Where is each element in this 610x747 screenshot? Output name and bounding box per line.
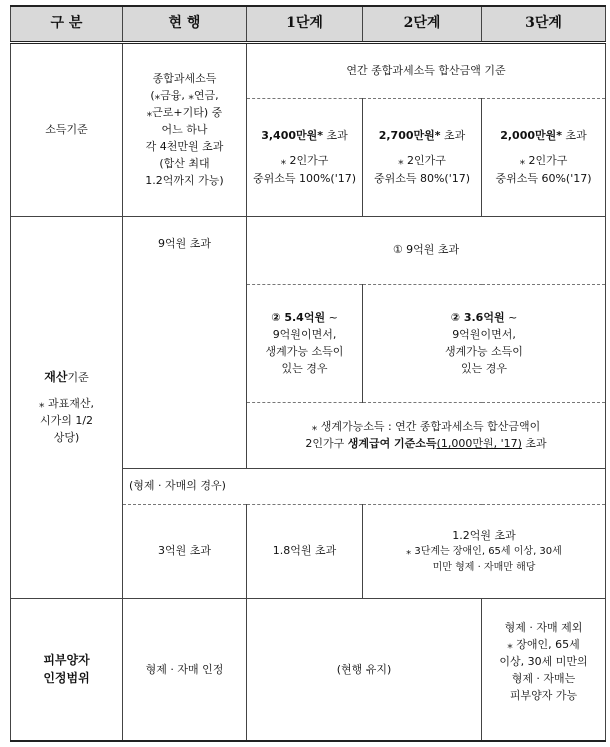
property-stage23-line: 생계가능 소득이 [445, 345, 523, 358]
income-current-line: 어느 하나 [161, 122, 208, 136]
property-label [11, 216, 123, 598]
header-stage3: 3단계 [482, 6, 606, 42]
income-stage1-note: 중위소득 100%('17) [252, 171, 357, 185]
dependents-stage3-line: 피부양자 가능 [509, 688, 578, 702]
siblings-stage23-line: 미만 형제 · 자매만 해당 [432, 561, 536, 573]
property-stage23 [363, 284, 606, 402]
dependents-label-line: 인정범위 [43, 671, 90, 686]
income-stage3-note: ⁎ 2인가구 [519, 154, 568, 168]
income-stage2-amount: 2,700만원* [378, 129, 441, 143]
siblings-stage23-line: 1.2억원 초과 [452, 528, 516, 542]
income-stages-header: 연간 종합과세소득 합산금액 기준 [247, 42, 606, 98]
siblings-current: 3억원 초과 [123, 504, 247, 598]
siblings-stage23 [363, 504, 606, 598]
dependents-label [11, 598, 123, 741]
property-income-note-a: 2인가구 [305, 437, 348, 450]
property-income-note-line1: ⁎ 생계가능소득 : 연간 종합과세소득 합산금액이 [311, 419, 541, 433]
income-label: 소득기준 [11, 42, 123, 216]
income-stage1-amount: 3,400만원* [261, 129, 324, 143]
income-current-line: ⁎근로+기타) 중 [146, 105, 223, 119]
dependents-stage3-line: 형제 · 자매는 [511, 671, 576, 685]
header-row [11, 6, 606, 42]
dependents-row [11, 598, 606, 741]
property-income-note-b: 생계급여 기준소득 [347, 437, 437, 450]
income-stage3-suffix: 초과 [562, 129, 587, 143]
income-current-line: (합산 최대 [159, 157, 210, 171]
dependents-stage3 [482, 598, 606, 741]
property-stage23-amount: ② 3.6억원 [450, 310, 505, 324]
property-stage23-line: 있는 경우 [460, 362, 507, 376]
reform-table [10, 5, 606, 742]
income-stage2-note: 중위소득 80%('17) [373, 171, 471, 185]
header-stage1: 1단계 [247, 6, 363, 42]
income-current-line: (⁎금융, ⁎연금, [150, 88, 219, 102]
dependents-label-line: 피부양자 [43, 652, 90, 667]
dependents-stage3-line: 형제 · 자매 제외 [504, 620, 583, 634]
income-stage2-note: ⁎ 2인가구 [398, 154, 446, 168]
header-current: 현 행 [123, 6, 247, 42]
dependents-stage3-line: ⁎ 장애인, 65세 [507, 637, 580, 651]
property-label-note: 상당) [53, 430, 80, 444]
income-row-top [11, 42, 606, 98]
property-all-stages: ① 9억원 초과 [247, 216, 606, 284]
property-stage1-line: 생계가능 소득이 [265, 345, 344, 358]
siblings-stage23-line: ⁎ 3단계는 장애인, 65세 이상, 30세 [406, 546, 562, 558]
siblings-header: (형제 · 자매의 경우) [123, 468, 606, 504]
property-stage1-tilde: ~ [325, 310, 338, 324]
property-row-1 [11, 216, 606, 284]
income-stage3 [482, 98, 606, 216]
income-current-line: 각 4천만원 초과 [145, 140, 224, 154]
property-stage1 [247, 284, 363, 402]
income-current-line: 종합과세소득 [152, 71, 217, 85]
property-stage23-tilde: ~ [504, 310, 518, 324]
property-stage23-line: 9억원이면서, [452, 327, 516, 341]
property-stage1-amount: ② 5.4억원 [271, 310, 326, 324]
property-stage1-line: 9억원이면서, [272, 327, 337, 341]
property-label-prefix: 재산 [44, 370, 68, 385]
property-income-note [247, 402, 606, 468]
property-income-note-d: 초과 [521, 437, 547, 450]
income-stage1-suffix: 초과 [323, 129, 348, 143]
property-income-note-c: (1,000만원, '17) [436, 437, 522, 450]
income-stage1-note: ⁎ 2인가구 [280, 154, 329, 168]
income-stage3-amount: 2,000만원* [500, 129, 563, 143]
header-category: 구 분 [11, 6, 123, 42]
income-current-line: 1.2억까지 가능) [145, 174, 224, 188]
header-stage2: 2단계 [363, 6, 482, 42]
income-stage3-note: 중위소득 60%('17) [495, 171, 592, 185]
income-stage1 [247, 98, 363, 216]
dependents-stage3-line: 이상, 30세 미만의 [499, 654, 588, 668]
property-label-note: ⁎ 과표재산, [39, 396, 94, 410]
dependents-stage12: (현행 유지) [247, 598, 482, 741]
dependents-current: 형제 · 자매 인정 [123, 598, 247, 741]
property-label-note: 시가의 1/2 [39, 413, 94, 427]
income-stage2-suffix: 초과 [440, 129, 466, 143]
property-stage1-line: 있는 경우 [281, 362, 328, 376]
income-current [123, 42, 247, 216]
property-label-suffix: 기준 [67, 371, 89, 385]
property-current: 9억원 초과 [123, 216, 247, 468]
siblings-stage1: 1.8억원 초과 [247, 504, 363, 598]
income-stage2 [363, 98, 482, 216]
